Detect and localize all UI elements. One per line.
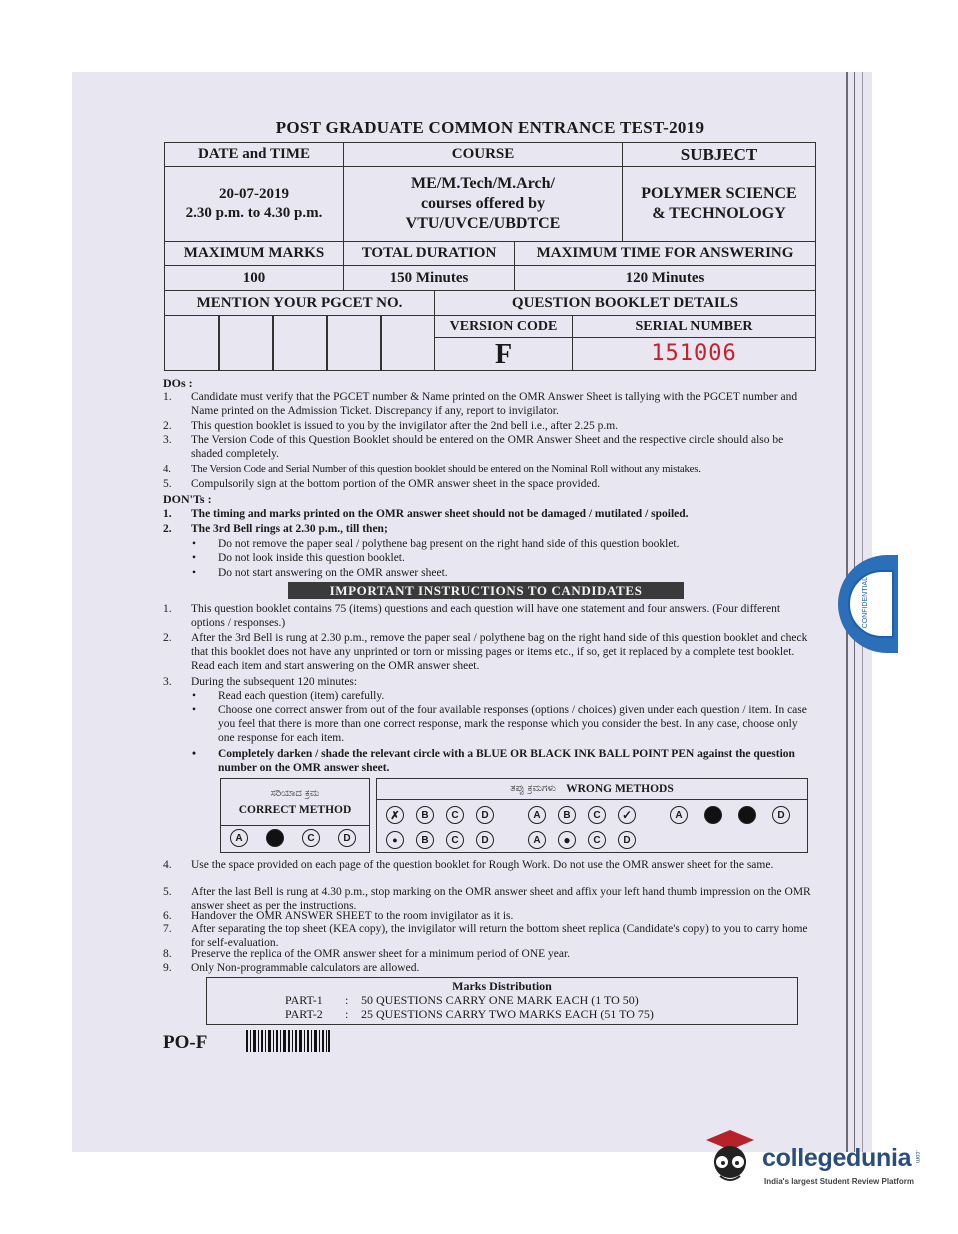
item-text: The timing and marks printed on the OMR answer sheet should not be damaged / mutilated / spoiled. <box>191 508 689 520</box>
option-bubble: B <box>558 806 576 824</box>
do-item <box>163 390 813 418</box>
grid-divider <box>380 315 382 371</box>
instruction-bullet: • Completely darken / shade the relevant circle with a BLUE OR BLACK INK BALL POINT PEN against the question number on the OMR answer sheet. <box>192 747 812 775</box>
date-time-cell <box>164 166 344 242</box>
pgcet-number-grid <box>164 315 435 371</box>
duration-label: TOTAL DURATION <box>343 241 515 266</box>
instructions-banner: IMPORTANT INSTRUCTIONS TO CANDIDATES <box>288 582 684 599</box>
item-text: This question booklet is issued to you by the invigilator after the 2nd bell i.e., after 2.25 p.m. <box>191 420 619 432</box>
do-item <box>163 462 813 476</box>
bullet-text: Completely darken / shade the relevant circle with a BLUE OR BLACK INK BALL POINT PEN against the question number on the OMR answer sheet. <box>218 748 795 774</box>
partial-bubble: ● <box>558 831 576 849</box>
grid-divider <box>326 315 328 371</box>
option-bubble: B <box>416 831 434 849</box>
subject-line: & TECHNOLOGY <box>652 205 786 222</box>
part-label: PART-2 <box>285 1007 323 1021</box>
do-item <box>163 433 813 461</box>
option-bubble: D <box>476 806 494 824</box>
version-code-label: VERSION CODE <box>434 315 573 338</box>
bullet-text: Do not start answering on the OMR answer sheet. <box>218 567 448 579</box>
part-label: PART-1 <box>285 993 323 1007</box>
course-label: COURSE <box>343 142 623 167</box>
exam-time: 2.30 p.m. to 4.30 p.m. <box>185 205 323 221</box>
wrong-methods-kannada: ತಪ್ಪು ಕ್ರಮಗಳು <box>510 782 557 794</box>
exam-date: 20-07-2019 <box>219 186 289 203</box>
exam-title: POST GRADUATE COMMON ENTRANCE TEST-2019 <box>275 118 705 137</box>
barcode-image <box>246 1030 330 1052</box>
dos-heading: DOs : <box>163 376 193 390</box>
item-text: The Version Code and Serial Number of this question booklet should be entered on the Nominal Roll without any mistakes. <box>191 463 701 475</box>
option-bubble: D <box>618 831 636 849</box>
answer-time-label: MAXIMUM TIME FOR ANSWERING <box>514 241 816 266</box>
item-number: 1. <box>163 391 172 403</box>
option-bubble: A <box>528 831 546 849</box>
collegedunia-mascot-icon <box>700 1128 758 1192</box>
instruction-item <box>163 922 813 950</box>
option-bubble: D <box>338 829 356 847</box>
serial-number-value: 151006 <box>651 341 737 367</box>
logo-name: collegedunia <box>762 1144 912 1172</box>
correct-method-kannada: ಸರಿಯಾದ ಕ್ರಮ <box>270 788 320 799</box>
correct-method-english: CORRECT METHOD <box>238 804 352 816</box>
item-text: The 3rd Bell rings at 2.30 p.m., till then; <box>191 523 388 535</box>
item-text: Preserve the replica of the OMR answer sheet for a minimum period of ONE year. <box>191 948 571 960</box>
filled-bubble <box>266 829 284 847</box>
serial-number-cell <box>572 337 816 371</box>
item-text: Handover the OMR ANSWER SHEET to the room invigilator as it is. <box>191 910 514 922</box>
marks-heading: Marks Distribution <box>452 979 552 993</box>
item-text: After the 3rd Bell is rung at 2.30 p.m., remove the paper seal / polythene bag on the right hand side of this question booklet and check that this booklet does not have any unprinted or torn or missing pages or items etc., if so, get it replaced by a complete test booklet. Read each item and start answering on the OMR answer sheet. <box>191 632 808 672</box>
separator: : <box>345 993 349 1007</box>
option-bubble: A <box>230 829 248 847</box>
max-marks-value: 100 <box>164 265 344 291</box>
course-cell <box>343 166 623 242</box>
instruction-item <box>163 602 813 630</box>
subject-label: SUBJECT <box>622 142 816 167</box>
item-number: 8. <box>163 948 172 960</box>
item-number: 5. <box>163 478 172 490</box>
bullet-text: Do not look inside this question booklet. <box>218 552 405 564</box>
option-bubble: A <box>670 806 688 824</box>
item-number: 1. <box>163 508 172 520</box>
booklet-details-label: QUESTION BOOKLET DETAILS <box>434 290 816 316</box>
date-time-label: DATE and TIME <box>164 142 344 167</box>
pgcet-label: MENTION YOUR PGCET NO. <box>164 290 435 316</box>
option-bubble: C <box>446 806 464 824</box>
item-number: 4. <box>163 463 171 475</box>
correct-method-label <box>220 778 370 826</box>
donts-heading: DON'Ts : <box>163 492 212 506</box>
wrong-methods-label <box>376 778 808 800</box>
item-text: This question booklet contains 75 (items) questions and each question will have one statement and four answers. (Four different options / responses.) <box>191 603 781 629</box>
bullet-text: Do not remove the paper seal / polythene bag present on the right hand side of this question booklet. <box>218 538 680 550</box>
item-number: 4. <box>163 859 172 871</box>
option-bubble: D <box>476 831 494 849</box>
item-number: 1. <box>163 603 172 615</box>
part-description: 50 QUESTIONS CARRY ONE MARK EACH (1 TO 50) <box>361 993 639 1007</box>
item-text: After the last Bell is rung at 4.30 p.m., stop marking on the OMR answer sheet and affix your left hand thumb impression on the OMR answer sheet as per the instructions. <box>191 886 811 912</box>
option-bubble: A <box>528 806 546 824</box>
grid-divider <box>218 315 220 371</box>
course-line: ME/M.Tech/M.Arch/ <box>411 175 555 192</box>
subject-line: POLYMER SCIENCE <box>641 185 797 202</box>
option-bubble: C <box>446 831 464 849</box>
wrong-methods-english: WRONG METHODS <box>566 782 674 795</box>
subject-cell <box>622 166 816 242</box>
bullet-text: Read each question (item) carefully. <box>218 690 385 702</box>
ticked-bubble: ✓ <box>618 806 636 824</box>
item-number: 9. <box>163 962 172 974</box>
course-line: courses offered by <box>420 195 546 212</box>
item-number: 2. <box>163 632 172 644</box>
item-text: Use the space provided on each page of the question booklet for Rough Work. Do not use the OMR answer sheet for the same. <box>191 859 774 871</box>
seal-text: CONFIDENTIAL <box>862 577 869 629</box>
part-description: 25 QUESTIONS CARRY TWO MARKS EACH (51 TO 75) <box>361 1007 654 1021</box>
option-bubble: B <box>416 806 434 824</box>
item-number: 2. <box>163 420 172 432</box>
instruction-bullet: • Choose one correct answer from out of the four available responses (options / choices) given under each question / item. In case you feel that there is more than one correct response, mark the response which you consider the best. In any case, choose only one response for each item. <box>192 703 812 745</box>
item-text: Candidate must verify that the PGCET number & Name printed on the OMR Answer Sheet is tallying with the PGCET number and Name printed on the Admission Ticket. Discrepancy if any, report to invigilator. <box>191 391 798 417</box>
answer-time-value: 120 Minutes <box>514 265 816 291</box>
item-number: 3. <box>163 676 172 688</box>
item-text: Compulsorily sign at the bottom portion of the OMR answer sheet in the space provided. <box>191 478 601 490</box>
option-bubble: C <box>588 806 606 824</box>
bullet-text: Choose one correct answer from out of the four available responses (options / choices) given under each question / item. In case you feel that there is more than one correct response, mark the response which you consider the best. In any case, choose only one response for each item. <box>218 704 807 744</box>
item-text: Only Non-programmable calculators are allowed. <box>191 962 420 974</box>
item-number: 6. <box>163 910 172 922</box>
do-item <box>163 419 813 433</box>
option-bubble: D <box>772 806 790 824</box>
item-number: 2. <box>163 523 172 535</box>
item-text: During the subsequent 120 minutes: <box>191 676 358 688</box>
booklet-code: PO-F <box>163 1032 208 1053</box>
course-line: VTU/UVCE/UBDTCE <box>405 215 561 232</box>
logo-tagline: India's largest Student Review Platform <box>764 1177 914 1186</box>
item-text: The Version Code of this Question Booklet should be entered on the OMR Answer Sheet and the respective circle should also be shaded completely. <box>191 434 784 460</box>
grid-divider <box>272 315 274 371</box>
item-number: 3. <box>163 434 172 446</box>
item-text: After separating the top sheet (KEA copy), the invigilator will return the bottom sheet replica (Candidate's copy) to you to carry home for self-evaluation. <box>191 923 808 949</box>
option-bubble: C <box>302 829 320 847</box>
do-item <box>163 477 813 491</box>
instruction-item <box>163 631 813 673</box>
version-code-value: F <box>434 337 573 371</box>
item-number: 7. <box>163 923 172 935</box>
filled-bubble <box>738 806 756 824</box>
option-bubble: C <box>588 831 606 849</box>
logo-suffix: .com <box>914 1150 920 1164</box>
item-number: 5. <box>163 886 172 898</box>
duration-value: 150 Minutes <box>343 265 515 291</box>
dot-bubble: ● <box>386 831 404 849</box>
marks-distribution-box <box>206 977 798 1025</box>
crossed-bubble: ✗ <box>386 806 404 824</box>
serial-number-label: SERIAL NUMBER <box>572 315 816 338</box>
max-marks-label: MAXIMUM MARKS <box>164 241 344 266</box>
instruction-item <box>163 858 813 886</box>
separator: : <box>345 1007 349 1021</box>
filled-bubble <box>704 806 722 824</box>
